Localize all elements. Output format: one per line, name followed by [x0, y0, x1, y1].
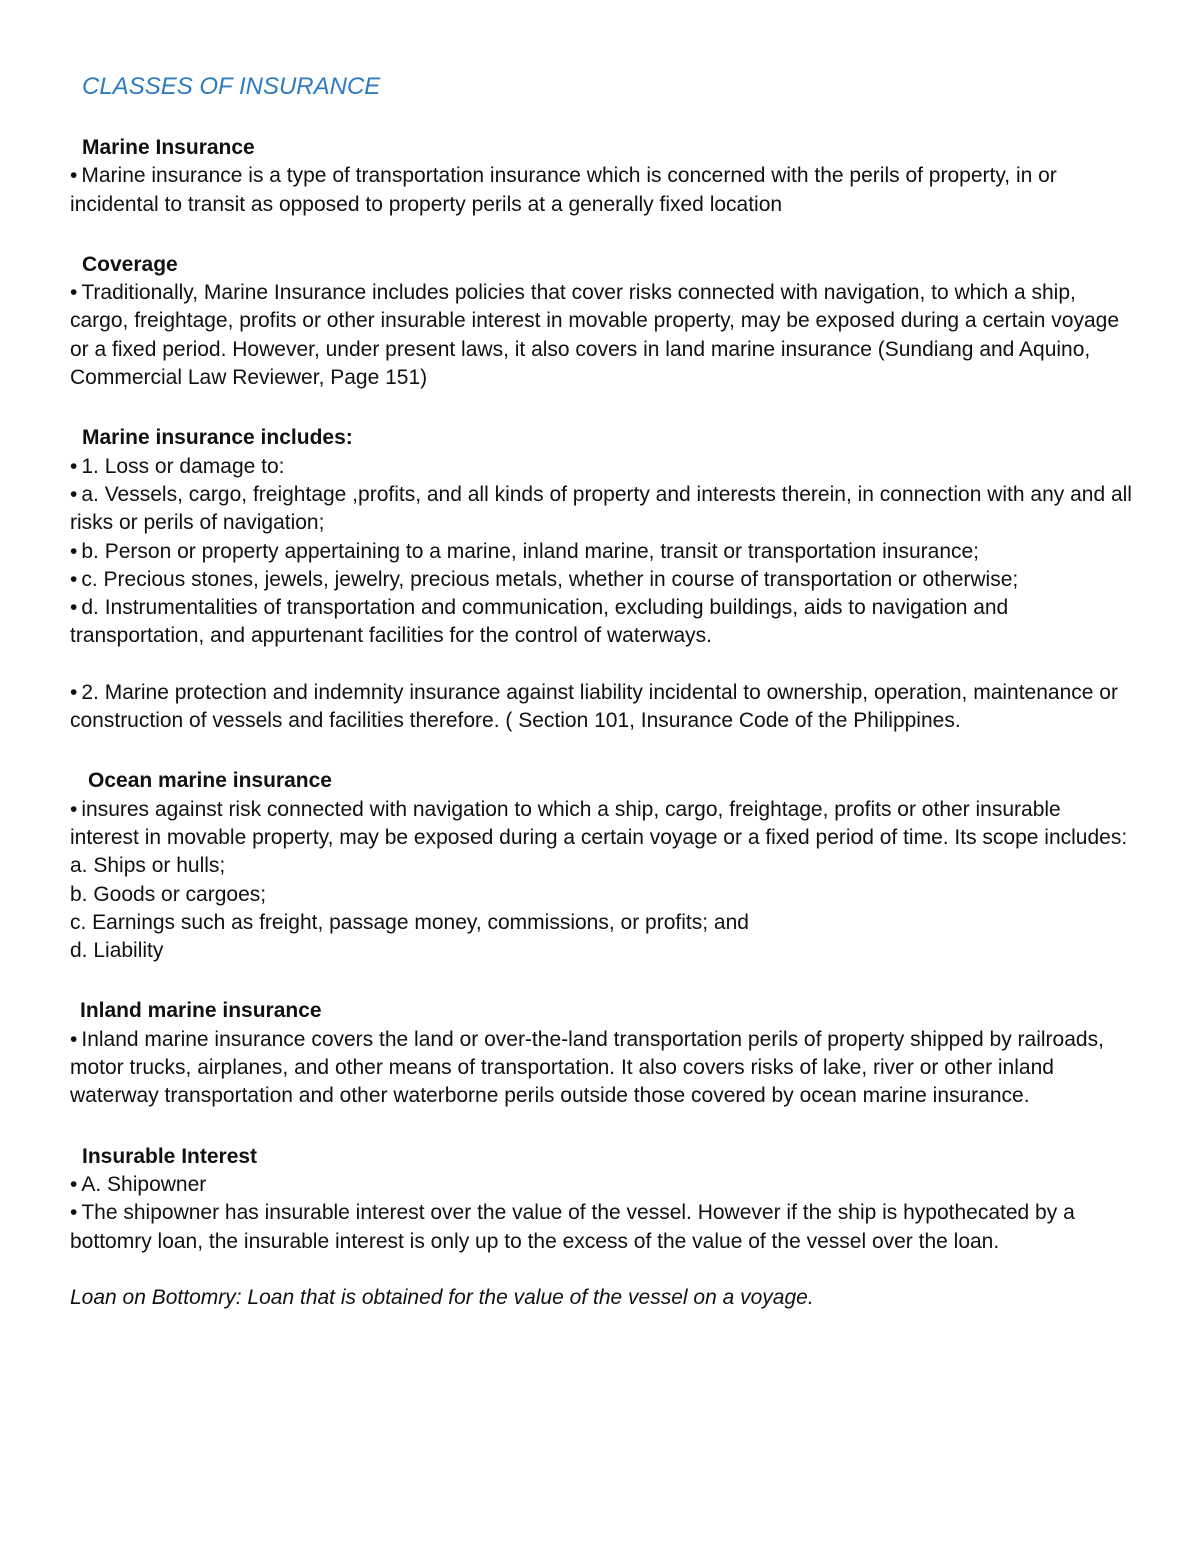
section-insurable-interest: [70, 1143, 1135, 1256]
list-item: c. Earnings such as freight, passage money, commissions, or profits; and: [70, 910, 749, 934]
section-heading: Ocean marine insurance: [88, 769, 332, 793]
bullet-item: • 2. Marine protection and indemnity insurance against liability incidental to ownership, operation, maintenance or construction of vessels and facilities therefore. ( Section 101, Insurance Code of the Philippines.: [70, 680, 1118, 733]
bullet-item: • a. Vessels, cargo, freightage ,profits, and all kinds of property and interests therein, in connection with any and all risks or perils of navigation;: [70, 482, 1132, 535]
bullet-icon: •: [70, 164, 78, 188]
bottomry-note: Loan on Bottomry: Loan that is obtained for the value of the vessel on a voyage.: [70, 1285, 814, 1309]
section-coverage: [70, 251, 1135, 392]
list-item: a. Ships or hulls;: [70, 854, 226, 878]
bullet-icon: •: [70, 482, 78, 506]
bullet-icon: •: [70, 1201, 78, 1225]
bullet-item: • insures against risk connected with navigation to which a ship, cargo, freightage, profits or other insurable interest in movable property, may be exposed during a certain voyage or a fixed period of time. Its scope includes:: [70, 797, 1128, 849]
bullet-item: • A. Shipowner: [70, 1172, 207, 1196]
bullet-icon: •: [70, 567, 78, 591]
section-heading: Marine insurance includes:: [82, 426, 353, 450]
bullet-item: • c. Precious stones, jewels, jewelry, precious metals, whether in course of transportation or otherwise;: [70, 567, 1019, 591]
bullet-icon: •: [70, 281, 78, 305]
section-heading: Coverage: [82, 252, 178, 276]
list-item: d. Liability: [70, 939, 164, 963]
bullet-icon: •: [70, 797, 78, 821]
section-marine-insurance-includes: [70, 424, 1135, 735]
bullet-item: • 1. Loss or damage to:: [70, 454, 285, 478]
bullet-icon: •: [70, 1172, 78, 1196]
bullet-icon: •: [70, 596, 78, 620]
document-title: CLASSES OF INSURANCE: [82, 73, 381, 100]
bullet-item: • Traditionally, Marine Insurance includes policies that cover risks connected with navigation, to which a ship, cargo, freightage, profits or other insurable interest in movable property, may be exposed during a certain voyage or a fixed period. However, under present laws, it also covers in land marine insurance (Sundiang and Aquino, Commercial Law Reviewer, Page 151): [70, 281, 1120, 390]
list-item: b. Goods or cargoes;: [70, 882, 267, 906]
section-ocean-marine-insurance: [70, 767, 1135, 965]
bullet-item: • Marine insurance is a type of transportation insurance which is concerned with the perils of property, in or incidental to transit as opposed to property perils at a generally fixed location: [70, 164, 1057, 216]
section-marine-insurance: [70, 134, 1135, 219]
bullet-icon: •: [70, 1027, 78, 1051]
bullet-icon: •: [70, 454, 78, 478]
section-heading: Insurable Interest: [82, 1144, 258, 1168]
section-heading: Marine Insurance: [82, 136, 255, 159]
bullet-item: • d. Instrumentalities of transportation and communication, excluding buildings, aids to navigation and transportation, and appurtenant facilities for the control of waterways.: [70, 596, 1009, 648]
bullet-item: • b. Person or property appertaining to a marine, inland marine, transit or transportation insurance;: [70, 539, 980, 563]
section-heading: Inland marine insurance: [80, 999, 322, 1023]
bullet-icon: •: [70, 680, 78, 704]
section-inland-marine-insurance: [70, 997, 1135, 1110]
document-page: [70, 72, 1135, 1312]
spacer: [70, 651, 1135, 679]
bullet-icon: •: [70, 539, 78, 563]
bullet-item: • Inland marine insurance covers the land or over-the-land transportation perils of property shipped by railroads, motor trucks, airplanes, and other means of transportation. It also covers risks of lake, river or other inland waterway transportation and other waterborne perils outside those covered by ocean marine insurance.: [70, 1027, 1104, 1108]
bullet-item: • The shipowner has insurable interest over the value of the vessel. However if the ship is hypothecated by a bottomry loan, the insurable interest is only up to the excess of the value of the vessel over the loan.: [70, 1201, 1075, 1253]
